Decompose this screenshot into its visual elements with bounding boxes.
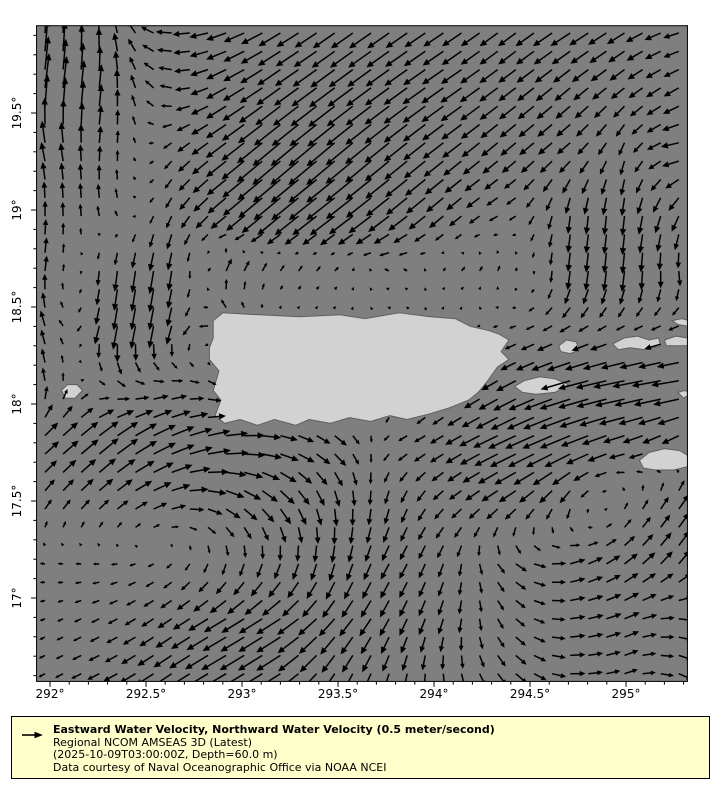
svg-text:293°: 293° [227, 686, 257, 701]
svg-text:17.5°: 17.5° [10, 484, 24, 518]
svg-text:18.5°: 18.5° [10, 290, 24, 324]
svg-text:294.5°: 294.5° [509, 686, 551, 701]
svg-text:292.5°: 292.5° [125, 686, 167, 701]
svg-text:294°: 294° [419, 686, 449, 701]
legend-courtesy-line: Data courtesy of Naval Oceanographic Office via NOAA NCEI [53, 761, 387, 775]
legend-time-depth-line: (2025-10-09T03:00:00Z, Depth=60.0 m) [53, 748, 278, 762]
svg-text:18°: 18° [10, 393, 24, 415]
svg-text:293.5°: 293.5° [317, 686, 359, 701]
quiver-key-arrow-icon [21, 730, 53, 740]
svg-text:295°: 295° [611, 686, 641, 701]
legend [11, 716, 710, 779]
svg-text:292°: 292° [35, 686, 65, 701]
legend-title: Eastward Water Velocity, Northward Water Velocity (0.5 meter/second) [53, 723, 495, 736]
svg-text:19°: 19° [10, 199, 24, 221]
legend-text [53, 724, 703, 775]
svg-text:19.5°: 19.5° [10, 96, 24, 130]
legend-model-line: Regional NCOM AMSEAS 3D (Latest) [53, 735, 252, 749]
svg-text:17°: 17° [10, 587, 24, 609]
